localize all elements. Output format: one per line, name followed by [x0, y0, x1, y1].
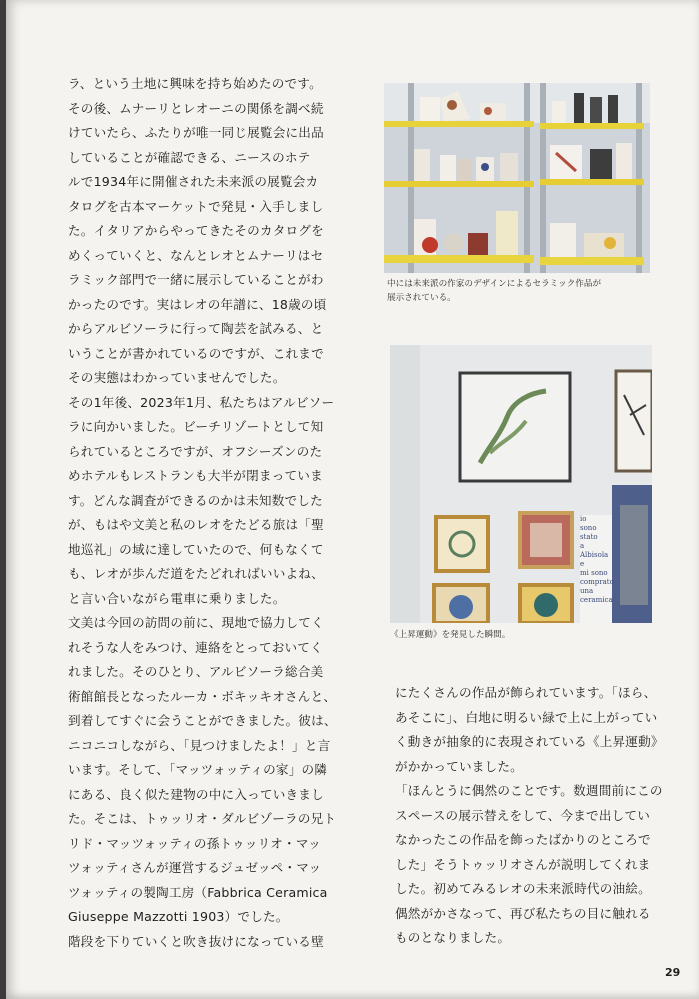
sign-text: io sono stato a Albisola e mi sono comprato una ceramica	[580, 515, 614, 604]
wall-painting-photo	[390, 345, 652, 623]
page-number: 29	[665, 966, 681, 979]
ceramics-shelf-illustration	[384, 83, 650, 273]
photo1-caption: 中には未来派の作家のデザインによるセラミック作品が 展示されている。	[387, 279, 602, 303]
ceramics-shelf-photo	[384, 83, 650, 273]
left-text-column	[68, 72, 368, 954]
paragraph-4: 文美は今回の訪問の前に、現地で協力してく れそうな人をみつけ、連絡をとっておいてく れました。そのひとり、アルビソーラ総合美 術館館長となったルーカ・ボキッキオさんと、 到着してすぐに会うことができました。彼は、 ニコニコしながら、「見つけましたよ！」と言 います。そして、「マッツォッティの家」の隣 にある、良く似た建物の中に入っていきまし た。そこは、トゥッリオ・ダルビゾーラの兄ト リド・マッツォッティの孫トゥッリオ・マッ ツォッティさんが運営するジュゼッペ・マッ ツォッティの製陶工房（Fabbrica Ceramica Giuseppe Mazzotti 1903）でした。	[68, 615, 337, 924]
right-paragraph-2: 「ほんとうに偶然のことです。数週間前にこの スペースの展示替えをして、今まで出してい なかったこの作品を飾ったばかりのところで した」そうトゥッリオさんが説明してくれま した。初めてみるレオの未来派時代の油絵。 偶然がかさなって、再び私たちの目に触れる ものとなりました。	[395, 783, 663, 945]
paragraph-2: その後、ムナーリとレオーニの関係を調べ続 けていたら、ふたりが唯一同じ展覧会に出品 していることが確認できる、ニースのホテ ルで1934年に開催された未来派の展覧会カ タログを古本マーケットで発見・入手しまし た。イタリアからやってきたそのカタログを めくっていくと、なんとレオとムナーリはセ ラミック部門で一緒に展示していることがわ かったのです。実はレオの年譜に、18歳の頃 からアルビソーラに行って陶芸を試みる、と いうことが書かれているのですが、これまで その実態はわかっていませんでした。	[68, 100, 327, 385]
paragraph-5: 階段を下りていくと吹き抜けになっている壁	[68, 933, 324, 949]
magazine-page	[6, 0, 699, 999]
paragraph-3: その1年後、2023年1月、私たちはアルビソー ラに向かいました。ビーチリゾートとして知 られているところですが、オフシーズンのた めホテルもレストランも大半が閉まっていま す。どんな調査ができるのかは未知数でした が、もはや文美と私のレオをたどる旅は「聖 地巡礼」の域に達していたので、何もなくて も、レオが歩んだ道をたどれればいいよね、 と言い合いながら電車に乗りました。	[68, 394, 335, 606]
paragraph-1: ラ、という土地に興味を持ち始めたのです。	[68, 76, 322, 91]
right-paragraph-1: にたくさんの作品が飾られています。「ほら、 あそこに」、白地に明るい緑で上に上がってい く動きが抽象的に表現されている《上昇運動》 がかかっていました。	[395, 685, 664, 774]
right-text-column	[395, 681, 667, 951]
photo2-caption: 《上昇運動》を発見した瞬間。	[390, 630, 511, 640]
